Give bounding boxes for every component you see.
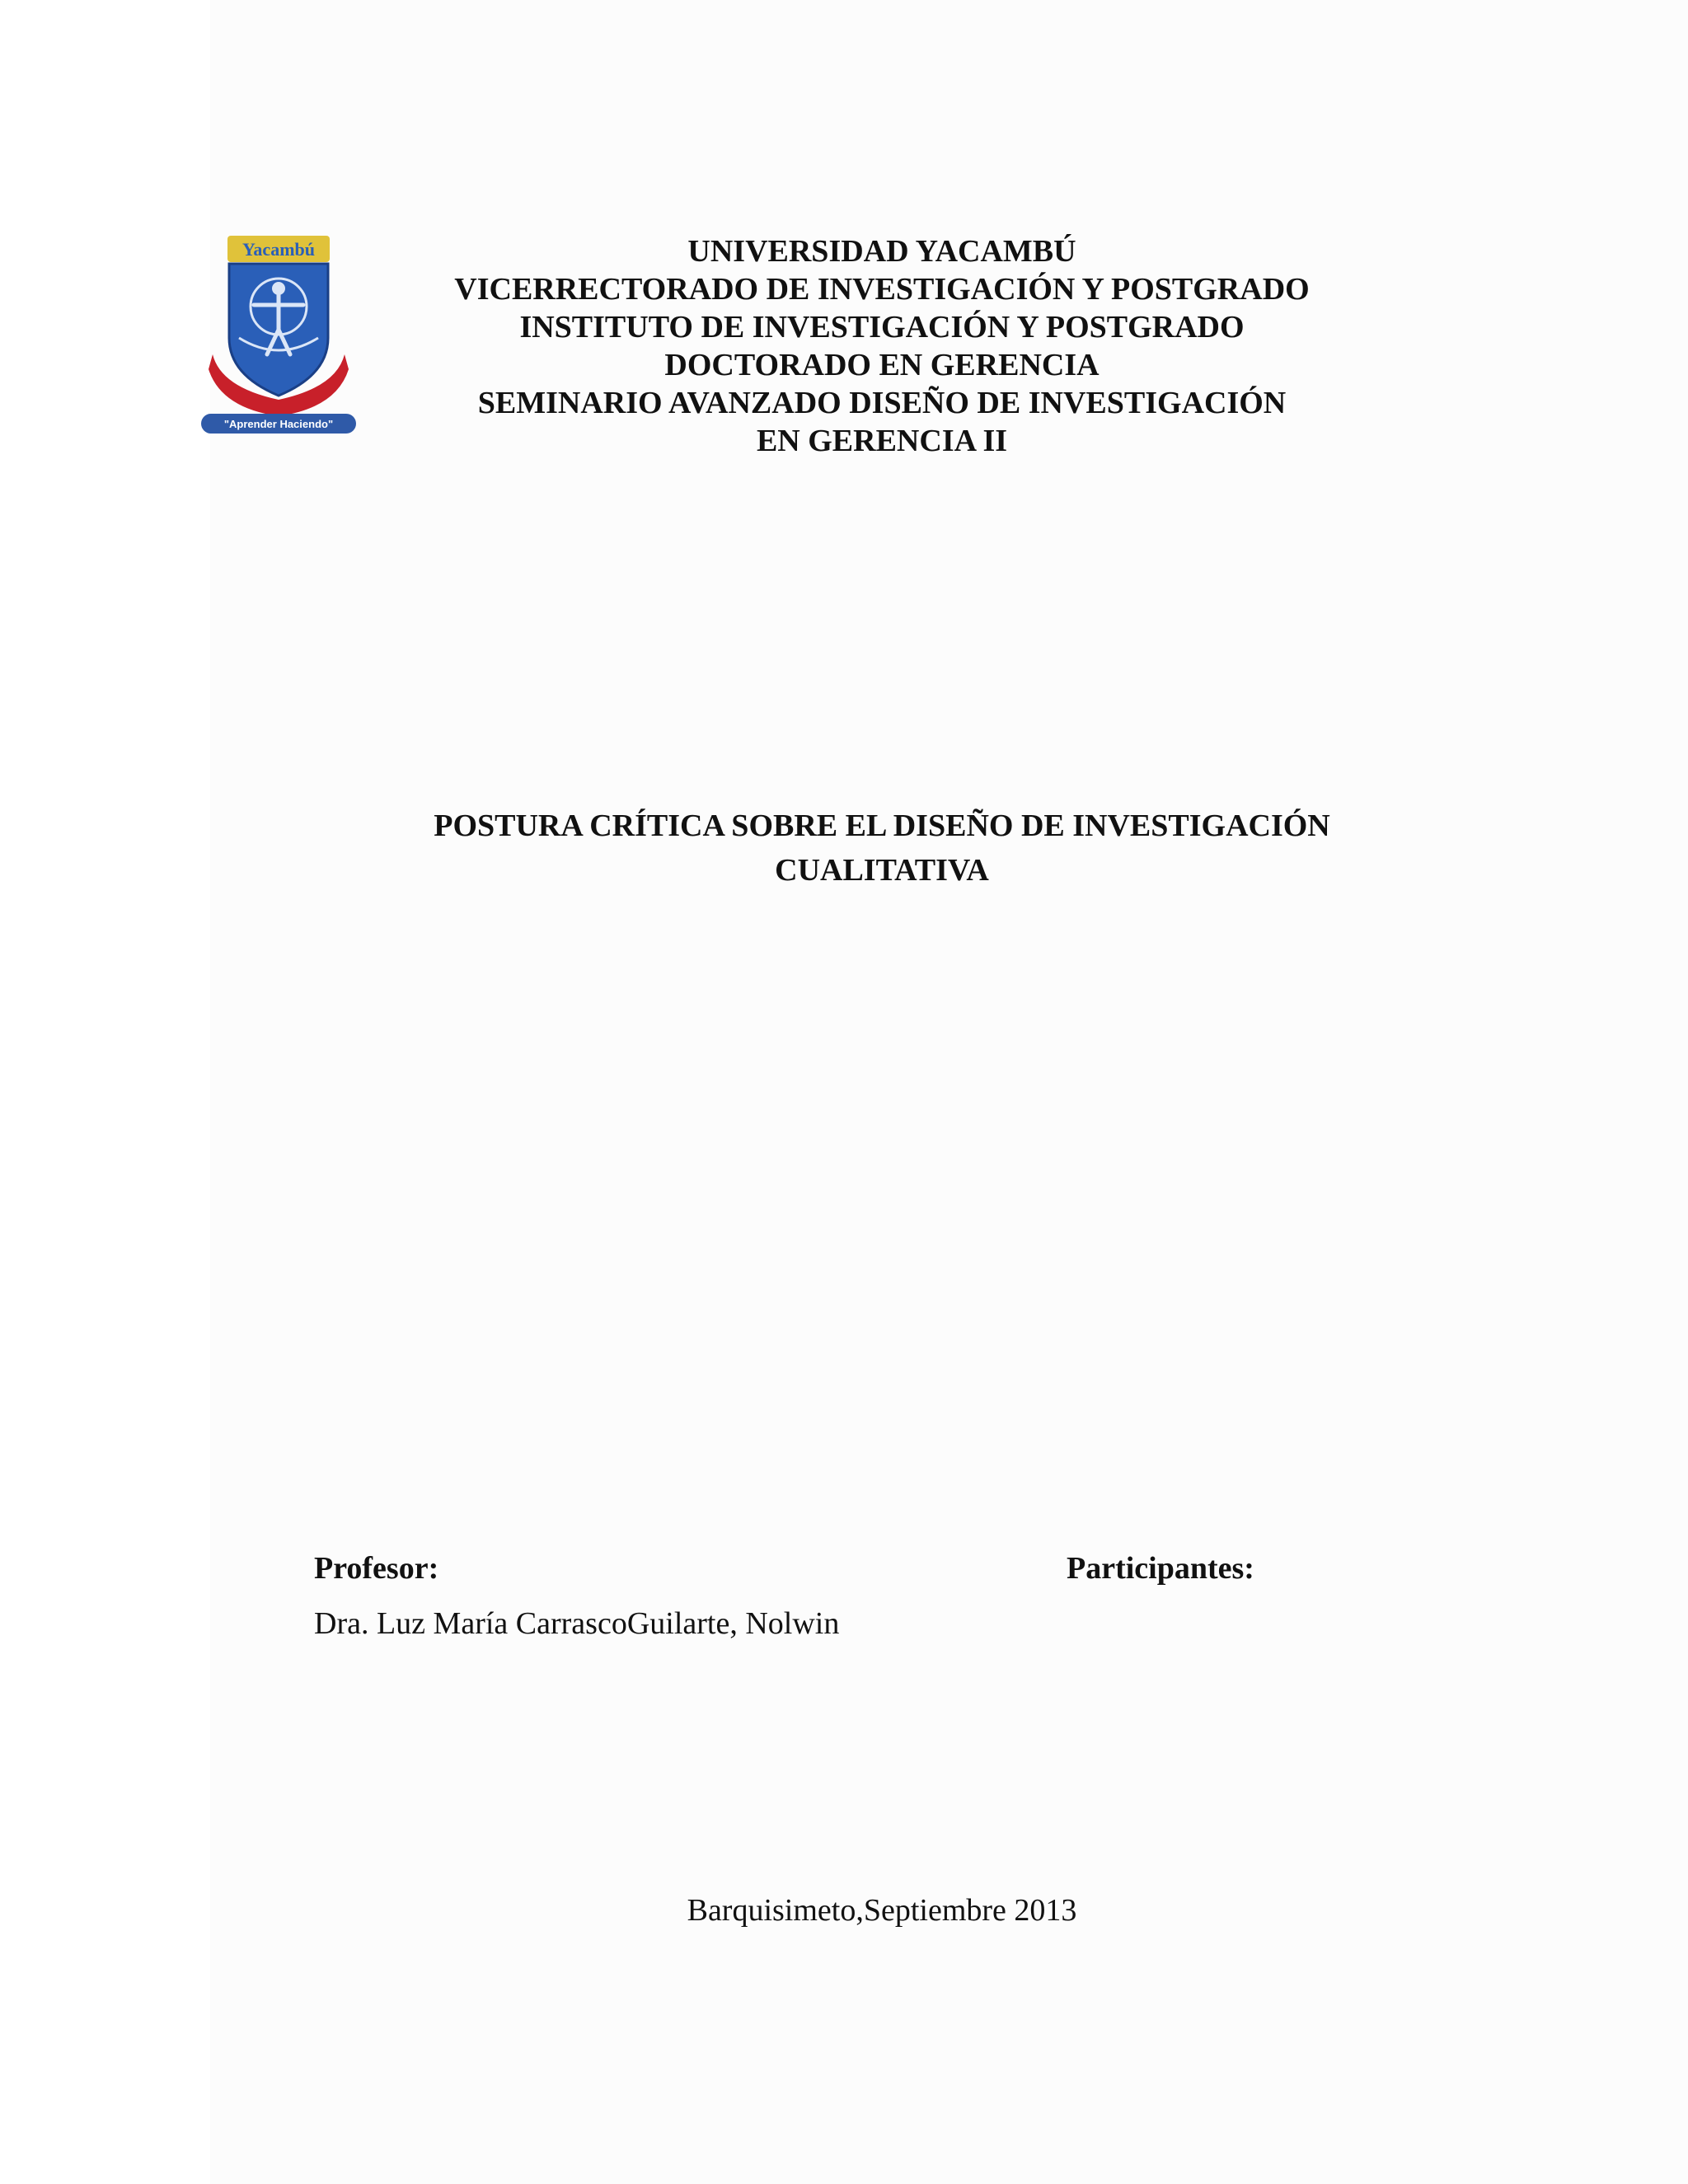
profesor-label: Profesor: bbox=[314, 1551, 439, 1586]
header-line-university: UNIVERSIDAD YACAMBÚ bbox=[687, 234, 1076, 269]
place-date: Barquisimeto,Septiembre 2013 bbox=[687, 1893, 1077, 1928]
document-title-line-1: POSTURA CRÍTICA SOBRE EL DISEÑO DE INVESTIGACIÓN bbox=[434, 808, 1330, 843]
institution-header bbox=[387, 232, 1376, 460]
document-title-line-2: CUALITATIVA bbox=[775, 853, 989, 888]
header-line-doctorado: DOCTORADO EN GERENCIA bbox=[664, 348, 1100, 382]
motto-text: "Aprender Haciendo" bbox=[223, 418, 334, 430]
participantes-label: Participantes: bbox=[1067, 1551, 1254, 1586]
names-line: Dra. Luz María CarrascoGuilarte, Nolwin bbox=[314, 1606, 840, 1641]
header-line-vicerrectorado: VICERRECTORADO DE INVESTIGACIÓN Y POSTGRADO bbox=[454, 272, 1310, 307]
crest-name-text: Yacambú bbox=[241, 239, 316, 260]
header-line-instituto: INSTITUTO DE INVESTIGACIÓN Y POSTGRADO bbox=[519, 310, 1245, 344]
document-title bbox=[272, 804, 1492, 893]
header-line-gerencia: EN GERENCIA II bbox=[756, 424, 1008, 458]
university-crest-icon bbox=[196, 231, 361, 437]
header-line-seminario: SEMINARIO AVANZADO DISEÑO DE INVESTIGACIÓN bbox=[477, 386, 1287, 420]
